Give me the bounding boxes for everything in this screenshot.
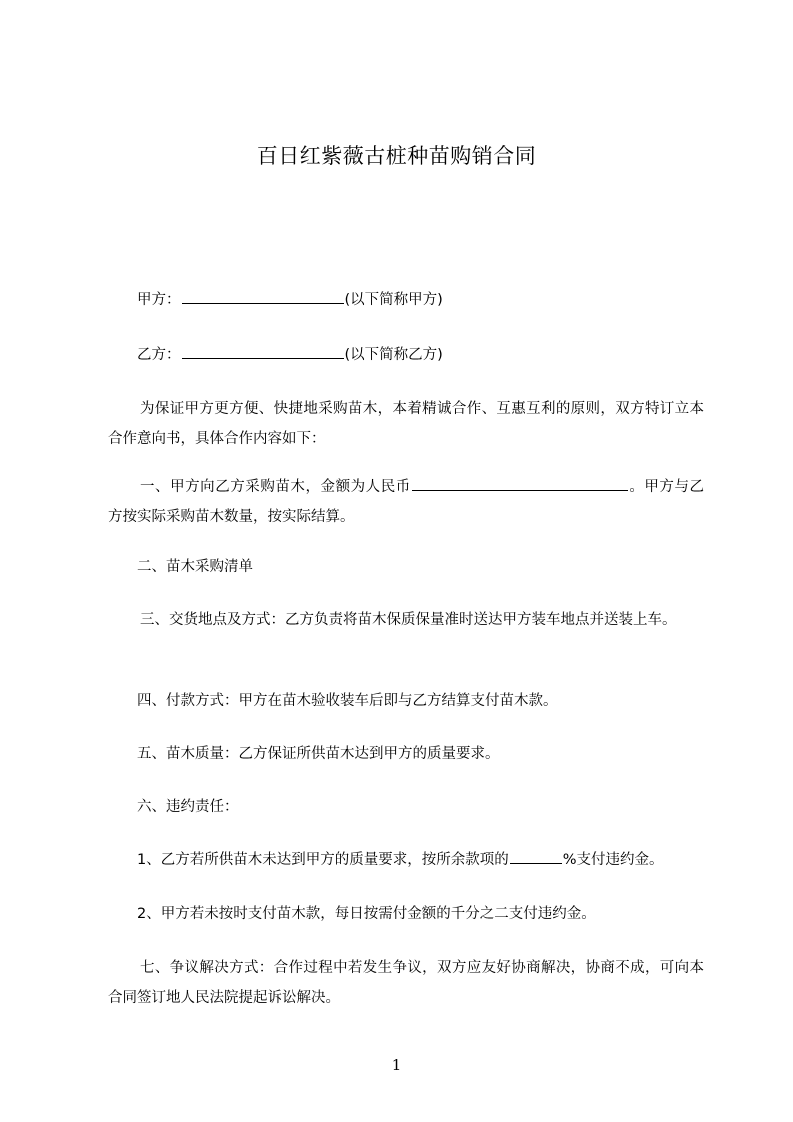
clause-6-2-paragraph: 2、甲方若未按时支付苗木款，每日按需付金额的千分之二支付违约金。 — [137, 906, 596, 922]
clause-1-text-before: 一、甲方向乙方采购苗木，金额为人民币 — [140, 479, 411, 495]
party-b-line — [108, 340, 443, 370]
clause-1-text-after: 。甲方与乙方按实际采购苗木数量，按实际结算。 — [108, 479, 704, 525]
clause-1-paragraph — [108, 472, 704, 532]
clause-6-heading: 六、违约责任： — [137, 799, 239, 815]
clause-6-1-text-before: 1、乙方若所供苗木未达到甲方的质量要求，按所余款项的 — [137, 852, 509, 868]
clause-5-paragraph: 五、苗木质量：乙方保证所供苗木达到甲方的质量要求。 — [137, 746, 500, 762]
clause-6-1-paragraph — [108, 845, 664, 875]
clause-6-1-percent-blank[interactable] — [510, 849, 562, 864]
clause-6-1-text-after: %支付违约金。 — [562, 852, 664, 868]
clause-7-paragraph: 七、争议解决方式：合作过程中若发生争议，双方应友好协商解决，协商不成，可向本合同签订地人民法院提起诉讼解决。 — [108, 960, 704, 1006]
intro-paragraph: 为保证甲方更方便、快捷地采购苗木，本着精诚合作、互惠互利的原则，双方特订立本合作意向书，具体合作内容如下： — [108, 401, 704, 447]
party-b-blank[interactable] — [182, 344, 344, 359]
document-title: 百日红紫薇古桩种苗购销合同 — [256, 144, 537, 168]
party-a-label: 甲方： — [137, 292, 181, 308]
clause-4-paragraph: 四、付款方式：甲方在苗木验收装车后即与乙方结算支付苗木款。 — [137, 693, 558, 709]
clause-2-heading: 二、苗木采购清单 — [137, 559, 253, 575]
clause-3-paragraph: 三、交货地点及方式：乙方负责将苗木保质保量准时送达甲方装车地点并送装上车。 — [140, 612, 677, 628]
party-a-blank[interactable] — [182, 289, 344, 304]
page-number: 1 — [391, 1056, 402, 1074]
party-b-label: 乙方： — [137, 347, 181, 363]
party-a-line — [108, 285, 443, 315]
clause-1-amount-blank[interactable] — [412, 476, 628, 491]
party-a-suffix: (以下简称甲方) — [344, 292, 443, 308]
party-b-suffix: (以下简称乙方) — [344, 347, 443, 363]
